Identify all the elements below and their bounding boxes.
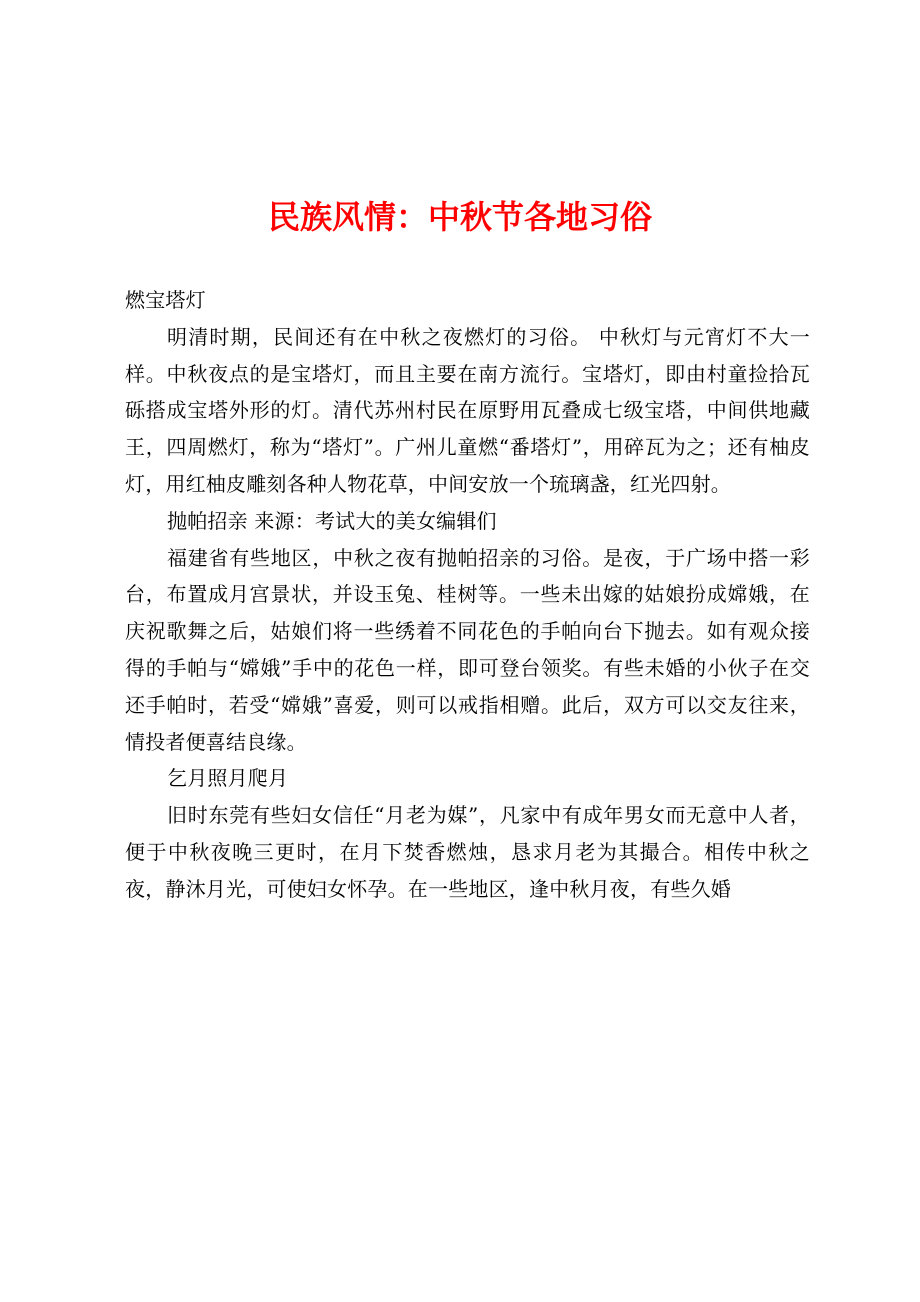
section-heading-moon-rituals: 乞月照月爬月 xyxy=(167,766,289,791)
section-heading-handkerchief: 抛帕招亲 来源：考试大的美女编辑们 xyxy=(167,508,497,533)
section-heading-pagoda-lamps: 燃宝塔灯 xyxy=(125,288,206,312)
section-body-moon-rituals: 旧时东莞有些妇女信任“月老为媒”，凡家中有成年男女而无意中人者，便于中秋夜晚三更时，在月下焚香燃烛，恳求月老为其撮合。相传中秋之夜，静沐月光，可使妇女怀孕。在一些地区，逢中秋月夜，有些久婚 xyxy=(125,803,810,901)
section-body-pagoda-lamps: 明清时期，民间还有在中秋之夜燃灯的习俗。 中秋灯与元宵灯不大一样。中秋夜点的是宝塔灯，而且主要在南方流行。宝塔灯，即由村童捡拾瓦砾搭成宝塔外形的灯。清代苏州村民在原野用瓦叠成七级宝塔，中间供地藏王，四周燃灯，称为“塔灯”。广州儿童燃“番塔灯”，用碎瓦为之；还有柚皮灯，用红柚皮雕刻各种人物花草，中间安放一个琉璃盏，红光四射。 xyxy=(125,324,810,496)
document-body xyxy=(125,282,810,908)
section-body-handkerchief: 福建省有些地区，中秋之夜有抛帕招亲的习俗。是夜，于广场中搭一彩台，布置成月宫景状，并设玉兔、桂树等。一些未出嫁的姑娘扮成嫦娥，在庆祝歌舞之后，姑娘们将一些绣着不同花色的手帕向台下抛去。如有观众接得的手帕与“嫦娥”手中的花色一样，即可登台领奖。有些未婚的小伙子在交还手帕时，若受“嫦娥”喜爱，则可以戒指相赠。此后，双方可以交友往来，情投者便喜结良缘。 xyxy=(125,545,810,754)
document-title: 民族风情：中秋节各地习俗 xyxy=(267,198,652,236)
